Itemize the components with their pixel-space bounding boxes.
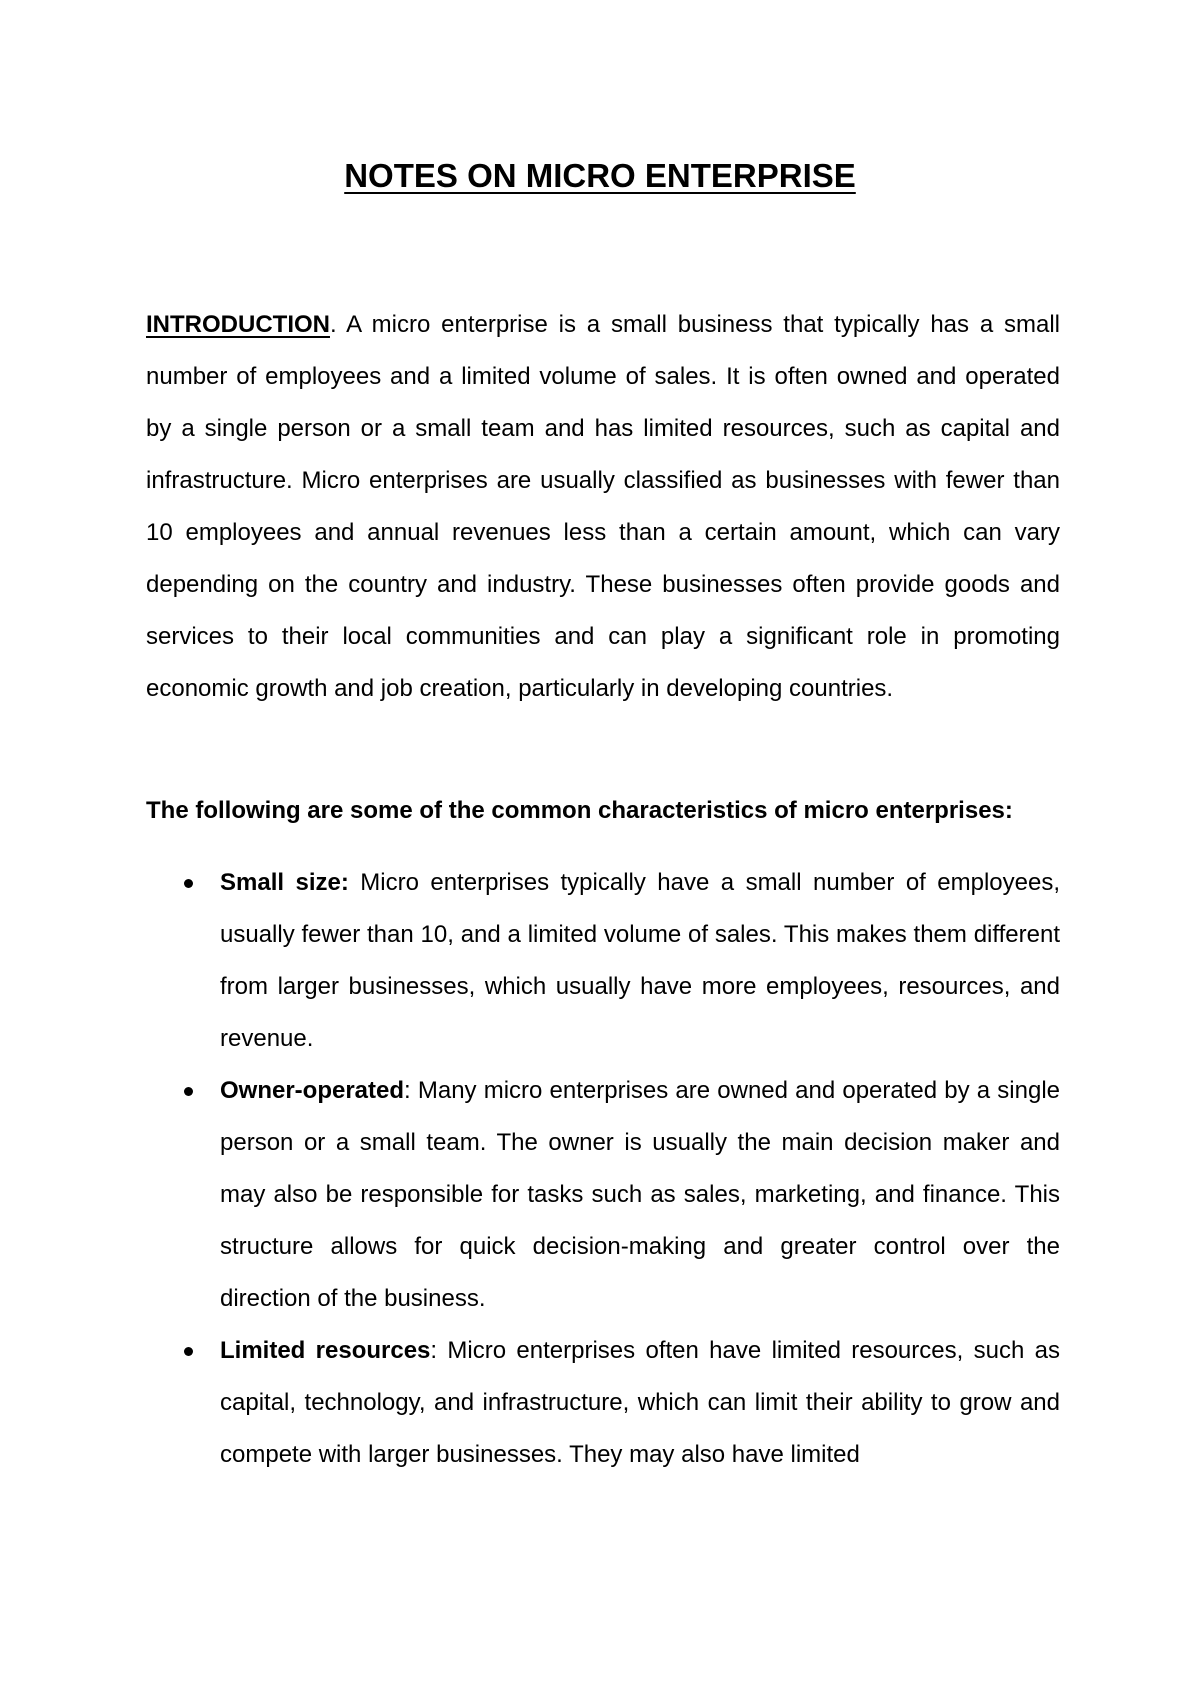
introduction-heading: INTRODUCTION: [146, 311, 330, 338]
characteristic-text: Micro enterprises typically have a small number of employees, usually fewer than 10, and a limited volume of sales. This makes them different from larger businesses, which usually have more employees, resources, and revenue.: [220, 869, 1060, 1052]
list-item: [146, 1325, 1060, 1481]
bullet-icon: [184, 879, 193, 888]
introduction-separator: .: [329, 311, 337, 338]
bullet-icon: [184, 1347, 193, 1356]
characteristic-term: Limited resources: [220, 1337, 431, 1364]
list-item: [146, 857, 1060, 1065]
bullet-icon: [184, 1087, 193, 1096]
characteristics-list: [146, 857, 1060, 1481]
characteristic-text: : Micro enterprises often have limited resources, such as capital, technology, and infrastructure, which can limit their ability to grow and compete with larger businesses. They may also have limited: [220, 1337, 1060, 1468]
document-title: NOTES ON MICRO ENTERPRISE: [344, 157, 856, 194]
characteristic-text: : Many micro enterprises are owned and operated by a single person or a small team. The owner is usually the main decision maker and may also be responsible for tasks such as sales, marketing, and finance. This structure allows for quick decision-making and greater control over the direction of the business.: [220, 1077, 1060, 1312]
characteristic-term: Owner-operated: [220, 1077, 405, 1104]
introduction-paragraph: [146, 299, 1060, 715]
introduction-text: A micro enterprise is a small business that typically has a small number of employees and a limited volume of sales. It is often owned and operated by a single person or a small team and has limited resources, such as capital and infrastructure. Micro enterprises are usually classified as businesses with fewer than 10 employees and annual revenues less than a certain amount, which can vary depending on the country and industry. These businesses often provide goods and services to their local communities and can play a significant role in promoting economic growth and job creation, particularly in developing countries.: [146, 311, 1060, 702]
list-item: [146, 1065, 1060, 1325]
characteristics-lead: The following are some of the common characteristics of micro enterprises:: [146, 797, 1013, 824]
characteristic-term: Small size:: [220, 869, 349, 896]
